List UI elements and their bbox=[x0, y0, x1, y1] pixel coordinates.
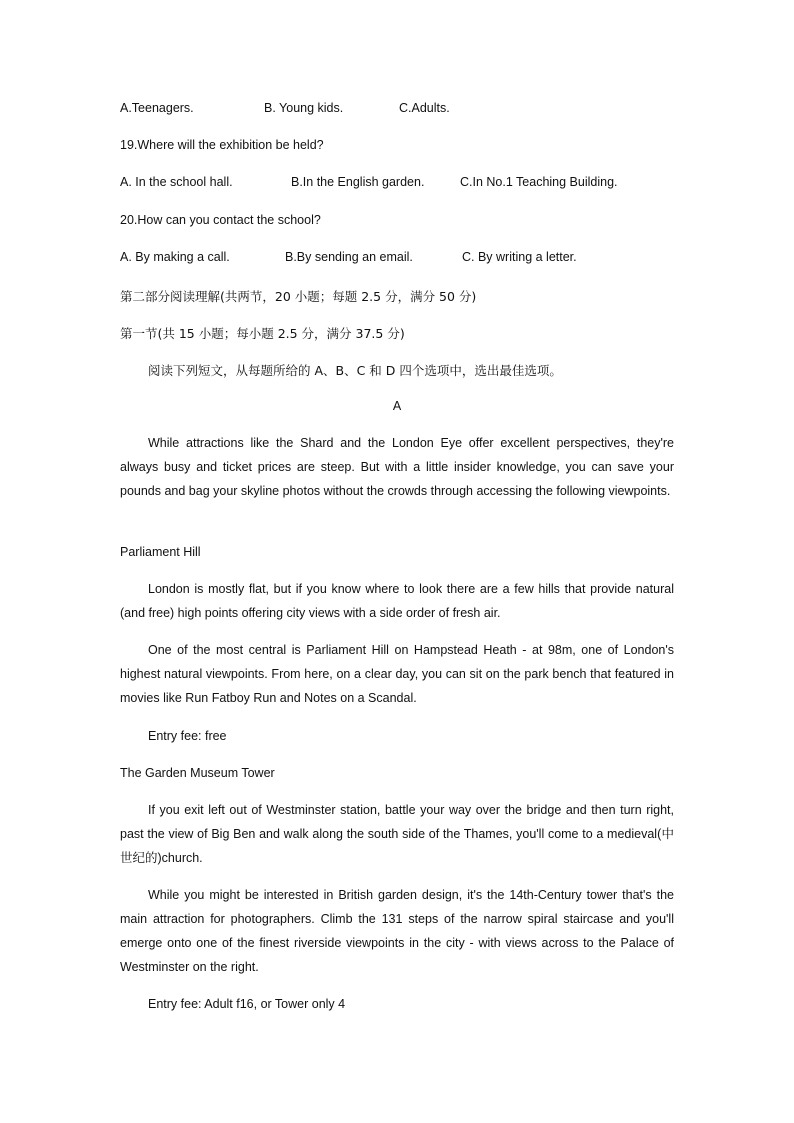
q18-option-a: A.Teenagers. bbox=[120, 101, 194, 115]
passage-label: A bbox=[392, 399, 402, 413]
q20-option-c: C. By writing a letter. bbox=[462, 250, 577, 264]
q19-option-c: C.In No.1 Teaching Building. bbox=[460, 175, 618, 189]
q19-option-a: A. In the school hall. bbox=[120, 175, 233, 189]
passage-intro: While attractions like the Shard and the London Eye offer excellent perspectives, they're always busy and ticket prices are steep. But with a little insider knowledge, you can save your pounds and bag your skyline photos without the crowds through accessing the following viewpoints. bbox=[120, 436, 674, 498]
q20-option-a: A. By making a call. bbox=[120, 250, 230, 264]
entry-fee-garden: Entry fee: Adult f16, or Tower only 4 bbox=[148, 997, 346, 1011]
section-title: 第二部分阅读理解(共两节，20 小题；每题 2.5 分，满分 50 分) bbox=[120, 289, 477, 304]
paragraph-garden-1: If you exit left out of Westminster station, battle your way over the bridge and then turn right, past the view of Big Ben and walk along the south side of the Thames, you'll come to a medieval(中 世纪的)church. bbox=[120, 803, 674, 865]
paragraph-parliament-2: One of the most central is Parliament Hill on Hampstead Heath - at 98m, one of London's highest natural viewpoints. From here, on a clear day, you can sit on the park bench that featured in movies like Run Fatboy Run and Notes on a Scandal. bbox=[120, 643, 674, 705]
paragraph-parliament-1: London is mostly flat, but if you know where to look there are a few hills that provide natural (and free) high points offering city views with a side order of fresh air. bbox=[120, 582, 674, 620]
section-part1: 第一节(共 15 小题；每小题 2.5 分，满分 37.5 分) bbox=[120, 326, 405, 341]
paragraph-garden-2: While you might be interested in British garden design, it's the 14th-Century tower that's the main attraction for photographers. Climb the 131 steps of the narrow spiral staircase and you'll emerge onto one of the finest riverside viewpoints in the city - with views across to the Palace of Westminster on the right. bbox=[120, 888, 674, 974]
section-instruction: 阅读下列短文，从每题所给的 A、B、C 和 D 四个选项中，选出最佳选项。 bbox=[148, 363, 562, 378]
entry-fee-parliament: Entry fee: free bbox=[148, 729, 227, 743]
q18-option-c: C.Adults. bbox=[399, 101, 450, 115]
heading-parliament-hill: Parliament Hill bbox=[120, 545, 201, 559]
q19-option-b: B.In the English garden. bbox=[291, 175, 425, 189]
q18-option-b: B. Young kids. bbox=[264, 101, 344, 115]
q19-question: 19.Where will the exhibition be held? bbox=[120, 138, 324, 152]
q20-option-b: B.By sending an email. bbox=[285, 250, 413, 264]
heading-garden-museum: The Garden Museum Tower bbox=[120, 766, 275, 780]
q20-question: 20.How can you contact the school? bbox=[120, 213, 321, 227]
